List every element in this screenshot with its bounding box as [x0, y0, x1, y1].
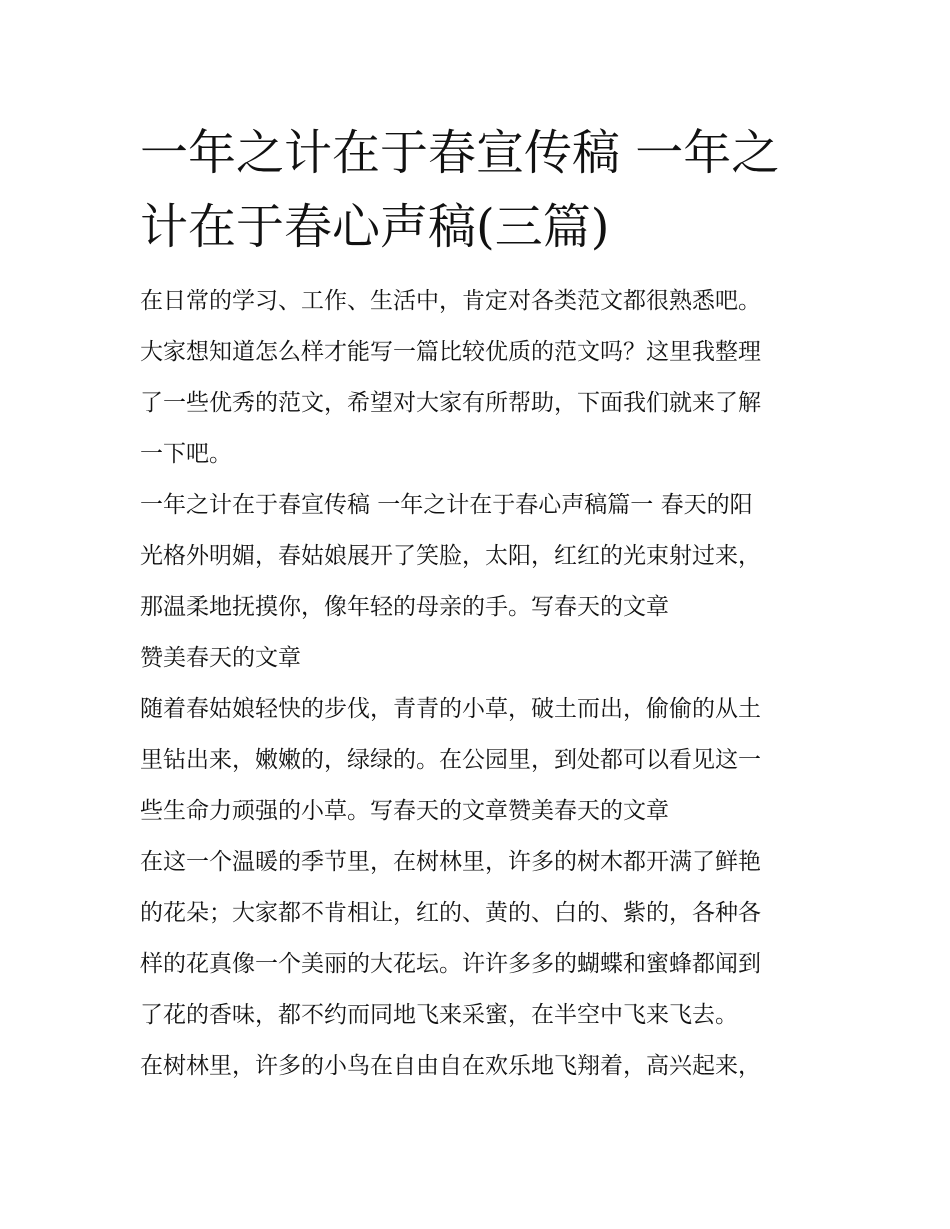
body-line: 的花朵；大家都不肯相让，红的、黄的、白的、紫的，各种各: [140, 900, 761, 926]
document-body: [140, 276, 820, 1092]
body-line: 样的花真像一个美丽的大花坛。许许多多的蝴蝶和蜜蜂都闻到: [140, 951, 761, 977]
body-line: 光格外明媚，春姑娘展开了笑脸，太阳，红红的光束射过来，: [140, 543, 761, 569]
body-line: 在树林里，许多的小鸟在自由自在欢乐地飞翔着，高兴起来，: [140, 1053, 761, 1079]
title-line: 一年之计在于春宣传稿 一年之: [140, 125, 780, 181]
body-line: 随着春姑娘轻快的步伐，青青的小草，破土而出，偷偷的从土: [140, 696, 761, 722]
body-line: 里钻出来，嫩嫩的，绿绿的。在公园里，到处都可以看见这一: [140, 747, 761, 773]
body-line: 了一些优秀的范文，希望对大家有所帮助，下面我们就来了解: [140, 390, 761, 416]
document-title: [140, 116, 820, 264]
body-line: 在日常的学习、工作、生活中，肯定对各类范文都很熟悉吧。: [140, 288, 761, 314]
body-line: 赞美春天的文章: [140, 645, 301, 671]
title-line: 计在于春心声稿(三篇): [140, 199, 610, 255]
body-line: 了花的香味，都不约而同地飞来采蜜，在半空中飞来飞去。: [140, 1002, 738, 1028]
body-line: 些生命力顽强的小草。写春天的文章赞美春天的文章: [140, 798, 669, 824]
body-line: 在这一个温暖的季节里，在树林里，许多的树木都开满了鲜艳: [140, 849, 761, 875]
body-line: 一下吧。: [140, 441, 232, 467]
body-line: 大家想知道怎么样才能写一篇比较优质的范文吗？这里我整理: [140, 339, 761, 365]
body-line: 一年之计在于春宣传稿 一年之计在于春心声稿篇一 春天的阳: [140, 492, 753, 518]
body-line: 那温柔地抚摸你，像年轻的母亲的手。写春天的文章: [140, 594, 669, 620]
